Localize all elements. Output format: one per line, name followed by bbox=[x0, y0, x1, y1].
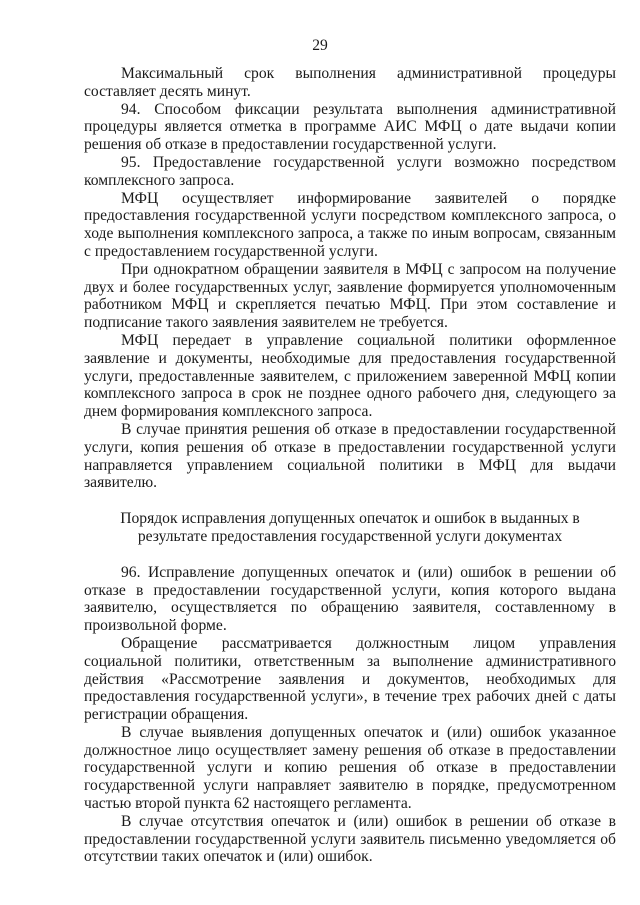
paragraph: МФЦ передает в управление социальной политики оформленное заявление и документы, необходимые для предоставления государственной услуги, предоставленные заявителем, с приложением заверенной МФЦ копии комплексного запроса в срок не позднее одного рабочего дня, следующего за днем формирования комплексного запроса. bbox=[84, 331, 616, 421]
spacer bbox=[84, 546, 616, 564]
paragraph: В случае принятия решения об отказе в предоставлении государственной услуги, копия решения об отказе в предоставлении государственной услуги направляется управлением социальной политики в МФЦ для выдачи заявителю. bbox=[84, 420, 616, 492]
paragraph-item-95: 95. Предоставление государственной услуги возможно посредством комплексного запроса. bbox=[84, 153, 616, 189]
paragraph: Максимальный срок выполнения административной процедуры составляет десять минут. bbox=[84, 65, 616, 100]
paragraph: МФЦ осуществляет информирование заявителей о порядке предоставления государственной услуги посредством комплексного запроса, о ходе выполнения комплексного запроса, а также по иным вопросам, связанным с предоставлением государственной услуги. bbox=[84, 189, 616, 260]
paragraph: В случае выявления допущенных опечаток и (или) ошибок указанное должностное лицо осуществляет замену решения об отказе в предоставлении государственной услуги и копию решения об отказе в предоставлении государственной услуги направляет заявителю в порядке, предусмотренном частью второй пункта 62 настоящего регламента. bbox=[84, 723, 616, 813]
paragraph-item-96: 96. Исправление допущенных опечаток и (или) ошибок в решении об отказе в предоставлении государственной услуги, копия которого выдана заявителю, осуществляется по обращению заявителя, составленному в произвольной форме. bbox=[84, 563, 616, 635]
page-body bbox=[84, 65, 616, 866]
paragraph: В случае отсутствия опечаток и (или) ошибок в решении об отказе в предоставлении государственной услуги заявитель письменно уведомляется об отсутствии таких опечаток и (или) ошибок. bbox=[84, 812, 616, 866]
paragraph: При однократном обращении заявителя в МФЦ с запросом на получение двух и более государственных услуг, заявление формируется уполномоченным работником МФЦ и скрепляется печатью МФЦ. При этом составление и подписание такого заявления заявителем не требуется. bbox=[84, 260, 616, 332]
section-heading: Порядок исправления допущенных опечаток и ошибок в выданных в результате предоставления государственной услуги документах bbox=[120, 510, 580, 545]
paragraph-item-94: 94. Способом фиксации результата выполнения административной процедуры является отметка в программе АИС МФЦ о дате выдачи копии решения об отказе в предоставлении государственной услуги. bbox=[84, 100, 616, 154]
page-number: 29 bbox=[312, 37, 328, 54]
paragraph: Обращение рассматривается должностным лицом управления социальной политики, ответственным за выполнение административного действия «Рассмотрение заявления и документов, необходимых для предоставления государственной услуги», в течение трех рабочих дней с даты регистрации обращения. bbox=[84, 634, 616, 724]
spacer bbox=[84, 492, 616, 510]
